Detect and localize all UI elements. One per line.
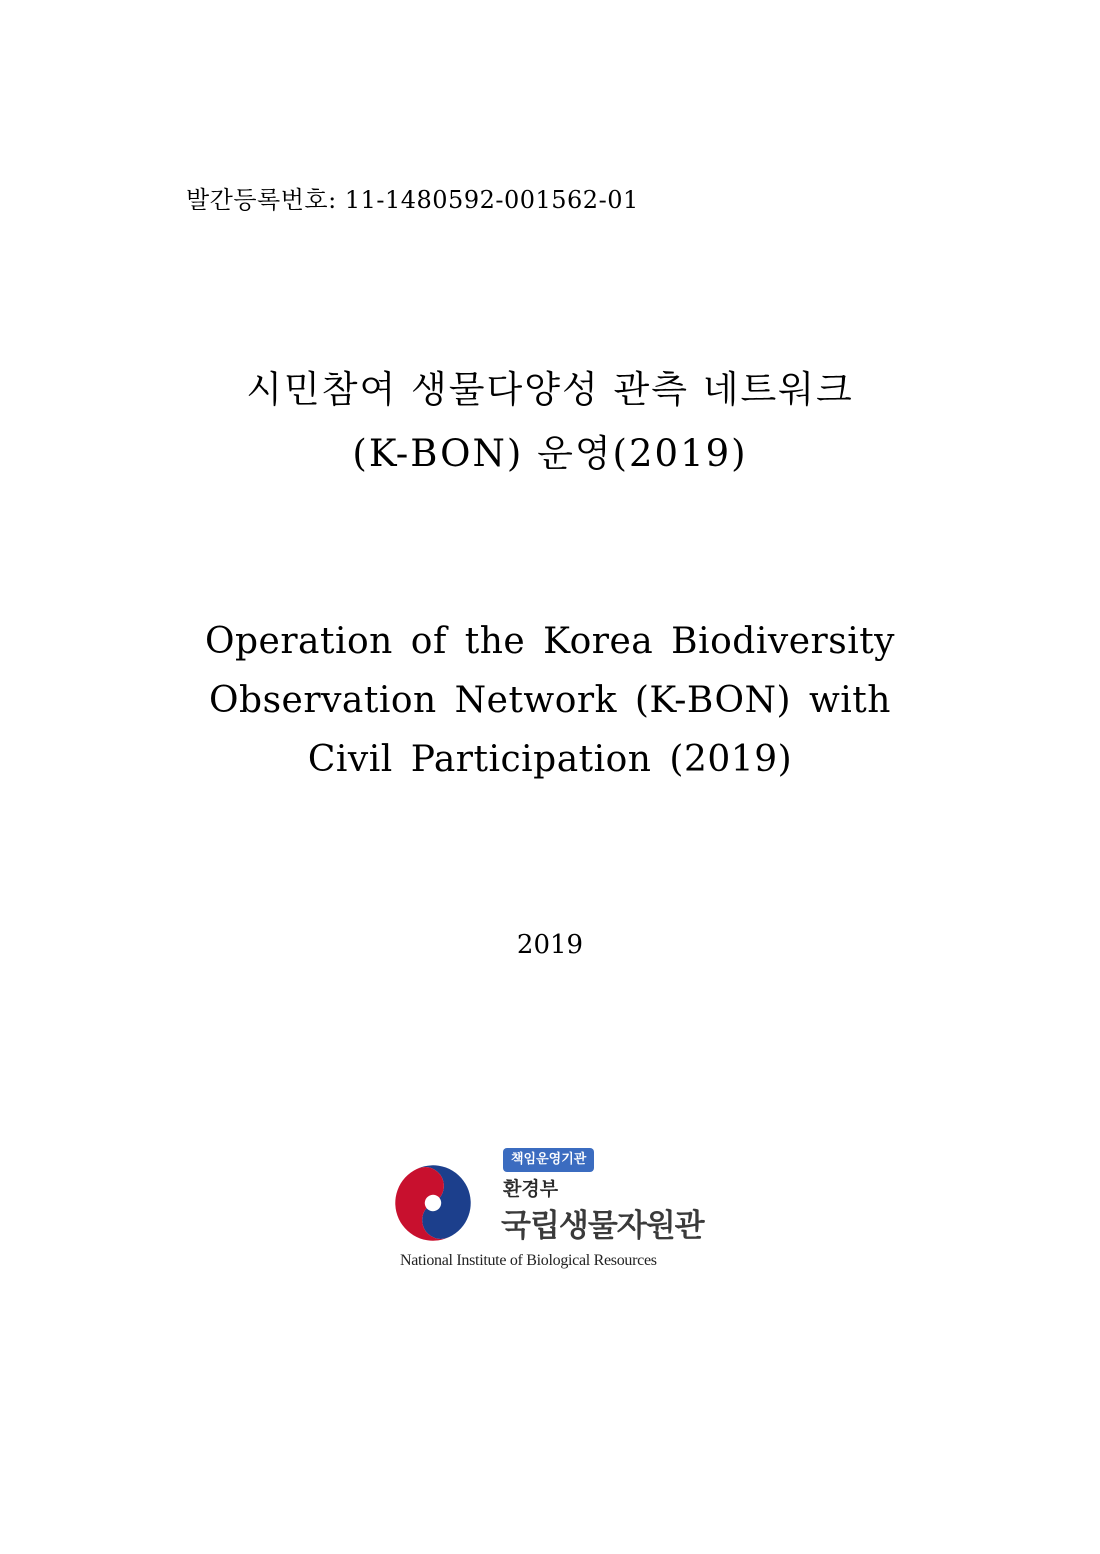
english-title-line-3: Civil Participation (2019) <box>307 739 793 780</box>
english-title <box>0 612 1100 789</box>
ministry-name: 환경부 <box>503 1178 559 1200</box>
institute-name-korean: 국립생물자원관 <box>501 1208 704 1244</box>
korean-title <box>0 358 1100 486</box>
publication-year: 2019 <box>516 930 584 960</box>
institution-logo <box>390 1148 720 1278</box>
korean-title-line-2: (K-BON) 운영(2019) <box>352 432 748 475</box>
institute-name-english: National Institute of Biological Resources <box>400 1252 657 1269</box>
english-title-line-2: Observation Network (K-BON) with <box>209 680 891 721</box>
korean-title-line-1: 시민참여 생물다양성 관측 네트워크 <box>246 368 854 411</box>
registration-number: 발간등록번호: 11-1480592-001562-01 <box>186 186 639 214</box>
taegeuk-emblem-icon <box>392 1162 474 1244</box>
english-title-line-1: Operation of the Korea Biodiversity <box>204 621 896 662</box>
agency-type-badge: 책임운영기관 <box>503 1148 594 1172</box>
